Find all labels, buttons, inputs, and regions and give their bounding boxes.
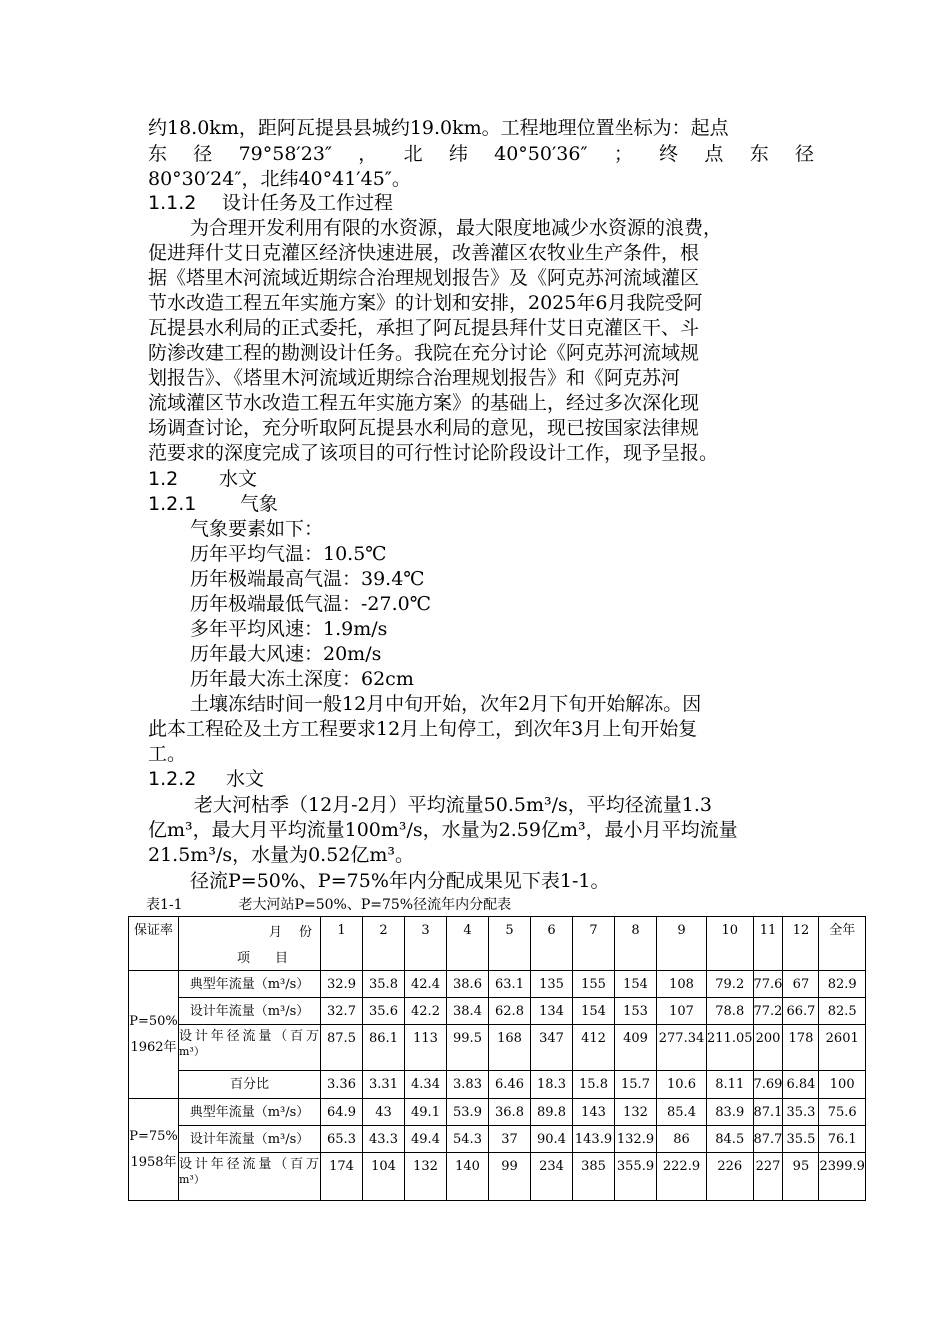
paragraph-line: 据《塔里木河流域近期综合治理规划报告》及《阿克苏河流域灌区 [148,267,700,289]
table-cell: 77.2 [753,998,783,1025]
table-cell: 79.2 [707,971,754,998]
table-cell: 49.1 [405,1099,447,1126]
weather-item: 多年平均风速：1.9m/s [190,618,388,640]
intro-word: 东 [148,143,168,165]
table-caption-number: 表1-1 [146,897,183,913]
row-item-label [179,1153,321,1201]
intro-word: 径 [193,143,213,165]
table-row [129,1153,866,1201]
intro-word: 79°58′23″ [238,143,333,165]
table-cell: 43 [363,1099,405,1126]
header-month-label: 月 份 [269,925,315,940]
table-cell: 134 [531,998,573,1025]
table-cell: 75.6 [819,1099,866,1126]
table-cell: 87.7 [753,1126,783,1153]
row-item-unit: m³） [179,1173,205,1186]
table-row [129,1126,866,1153]
table-cell: 15.7 [615,1071,657,1099]
table-cell: 409 [615,1025,657,1071]
table-cell: 86.1 [363,1025,405,1071]
table-cell: 35.6 [363,998,405,1025]
paragraph-line: 场调查讨论，充分听取阿瓦提县水利局的意见，现已按国家法律规 [148,417,700,439]
table-cell: 78.8 [707,998,754,1025]
table-row [129,1071,866,1099]
table-cell: 15.8 [573,1071,615,1099]
intro-line-2 [148,142,814,167]
table-cell: 132.9 [615,1126,657,1153]
intro-word: 40°50′36″ [494,143,588,165]
header-month: 9 [657,917,707,971]
table-row [129,998,866,1025]
intro-word: 径 [794,143,814,165]
intro-word: 点 [704,143,724,165]
table-cell: 86 [657,1126,707,1153]
table-cell: 135 [531,971,573,998]
intro-word: 北 [403,143,423,165]
row-item-label: 百分比 [179,1071,321,1099]
runoff-distribution-table [128,916,866,1201]
section-heading-1-2 [148,467,814,492]
table-cell: 355.9 [615,1153,657,1201]
table-cell: 54.3 [447,1126,489,1153]
paragraph-line: 土壤冻结时间一般12月中旬开始，次年2月下旬开始解冻。因 [190,693,702,715]
row-item-label: 典型年流量（m³/s） [179,1099,321,1126]
row-item-label [179,1025,321,1071]
table-cell: 99 [489,1153,531,1201]
table-cell: 84.5 [707,1126,754,1153]
section-title: 水文 [226,768,265,790]
header-month: 11 [753,917,783,971]
weather-item: 历年极端最低气温：-27.0℃ [190,593,431,615]
header-month: 8 [615,917,657,971]
table-cell: 385 [573,1153,615,1201]
table-cell: 87.1 [753,1099,783,1126]
header-month: 1 [321,917,363,971]
paragraph-line: 老大河枯季（12月-2月）平均流量50.5m³/s，平均径流量1.3 [194,794,712,816]
table-cell: 42.4 [405,971,447,998]
weather-item: 历年最大冻土深度：62cm [190,668,414,690]
table-cell: 62.8 [489,998,531,1025]
section-number: 1.2.2 [148,768,197,790]
table-cell: 83.9 [707,1099,754,1126]
section-title: 设计任务及工作过程 [222,192,394,214]
table-cell: 64.9 [321,1099,363,1126]
table-cell: 49.4 [405,1126,447,1153]
table-cell: 132 [405,1153,447,1201]
table-cell: 53.9 [447,1099,489,1126]
table-cell: 38.4 [447,998,489,1025]
table-row [129,1025,866,1071]
section-number: 1.1.2 [148,192,197,214]
table-cell: 38.6 [447,971,489,998]
table-cell: 143.9 [573,1126,615,1153]
table-cell: 2601 [819,1025,866,1071]
table-cell: 32.9 [321,971,363,998]
intro-word: 终 [659,143,679,165]
row-item-label: 设计年流量（m³/s） [179,998,321,1025]
table-cell: 37 [489,1126,531,1153]
table-cell: 82.5 [819,998,866,1025]
table-cell: 4.34 [405,1071,447,1099]
table-cell: 100 [819,1071,866,1099]
table-cell: 76.1 [819,1126,866,1153]
table-reference-line: 径流P=50%、P=75%年内分配成果见下表1-1。 [190,870,610,892]
row-item-label-text: 设计年径流量（百万 [179,1029,319,1044]
table-cell: 222.9 [657,1153,707,1201]
table-row [129,1099,866,1126]
table-cell: 104 [363,1153,405,1201]
table-cell: 99.5 [447,1025,489,1071]
table-cell: 95 [783,1153,819,1201]
group-label-line: 1962年 [130,1039,177,1055]
table-cell: 18.3 [531,1071,573,1099]
row-item-label: 典型年流量（m³/s） [179,971,321,998]
table-cell: 6.84 [783,1071,819,1099]
intro-line-3: 80°30′24″，北纬40°41′45″。 [148,168,411,190]
paragraph-line: 流域灌区节水改造工程五年实施方案》的基础上，经过多次深化现 [148,392,700,414]
table-cell: 2399.9 [819,1153,866,1201]
table-cell: 107 [657,998,707,1025]
table-cell: 85.4 [657,1099,707,1126]
header-month: 6 [531,917,573,971]
table-cell: 412 [573,1025,615,1071]
paragraph-line: 节水改造工程五年实施方案》的计划和安排，2025年6月我院受阿 [148,292,703,314]
table-cell: 168 [489,1025,531,1071]
header-month: 7 [573,917,615,971]
section-heading-1-2-2 [148,767,814,792]
group-label-p50 [129,971,179,1099]
table-cell: 90.4 [531,1126,573,1153]
table-cell: 32.7 [321,998,363,1025]
table-cell: 113 [405,1025,447,1071]
table-cell: 36.8 [489,1099,531,1126]
section-heading-1-1-2 [148,191,814,216]
intro-line-1: 约18.0km，距阿瓦提县县城约19.0km。工程地理位置坐标为：起点 [148,117,729,139]
table-caption-title: 老大河站P=50%、P=75%径流年内分配表 [238,897,512,913]
table-cell: 3.31 [363,1071,405,1099]
paragraph-line: 亿m³，最大月平均流量100m³/s，水量为2.59亿m³，最小月平均流量 [148,819,738,841]
table-cell: 174 [321,1153,363,1201]
header-item-label: 项 目 [237,951,295,966]
group-label-p75 [129,1099,179,1201]
table-cell: 200 [753,1025,783,1071]
section-title: 水文 [219,468,258,490]
section-title: 气象 [240,493,279,515]
table-header-row [129,917,866,971]
header-cell-guarantee [129,917,179,971]
table-cell: 63.1 [489,971,531,998]
table-cell: 77.6 [753,971,783,998]
intro-word: ， [358,143,378,165]
paragraph-line: 此本工程砼及土方工程要求12月上旬停工，到次年3月上旬开始复 [148,718,698,740]
table-cell: 89.8 [531,1099,573,1126]
table-cell: 67 [783,971,819,998]
row-item-label-text: 设计年径流量（百万 [179,1157,319,1172]
table-cell: 10.6 [657,1071,707,1099]
section-heading-1-2-1 [148,492,814,517]
group-label-line: P=50% [129,1013,178,1029]
row-item-unit: m³） [179,1045,205,1058]
table-cell: 7.69 [753,1071,783,1099]
table-cell: 178 [783,1025,819,1071]
table-cell: 143 [573,1099,615,1126]
table-cell: 3.36 [321,1071,363,1099]
paragraph-line: 瓦提县水利局的正式委托，承担了阿瓦提县拜什艾日克灌区干、斗 [148,317,700,339]
header-guarantee-label: 保证率 [133,923,173,938]
table-cell: 42.2 [405,998,447,1025]
header-month: 3 [405,917,447,971]
group-label-line: P=75% [129,1128,178,1144]
header-month-total: 全年 [819,917,866,971]
table-cell: 234 [531,1153,573,1201]
paragraph-line: 防渗改建工程的勘测设计任务。我院在充分讨论《阿克苏河流域规 [148,342,700,364]
table-cell: 87.5 [321,1025,363,1071]
paragraph-line: 范要求的深度完成了该项目的可行性讨论阶段设计工作，现予呈报。 [148,442,719,464]
weather-item: 历年最大风速：20m/s [190,643,382,665]
table-cell: 153 [615,998,657,1025]
paragraph-line: 为合理开发利用有限的水资源，最大限度地减少水资源的浪费， [190,217,723,239]
weather-lead: 气象要素如下： [190,518,324,540]
table-cell: 347 [531,1025,573,1071]
table-cell: 35.8 [363,971,405,998]
intro-word: 纬 [448,143,468,165]
table-cell: 154 [615,971,657,998]
header-cell-month-item [179,917,321,971]
paragraph-line: 21.5m³/s，水量为0.52亿m³。 [148,844,415,866]
row-item-label: 设计年流量（m³/s） [179,1126,321,1153]
table-cell: 155 [573,971,615,998]
intro-word: 东 [749,143,769,165]
section-number: 1.2 [148,468,179,490]
table-cell: 211.05 [707,1025,754,1071]
group-label-line: 1958年 [130,1154,177,1170]
table-cell: 226 [707,1153,754,1201]
table-cell: 140 [447,1153,489,1201]
table-cell: 6.46 [489,1071,531,1099]
paragraph-line: 促进拜什艾日克灌区经济快速进展，改善灌区农牧业生产条件，根 [148,242,700,264]
header-month: 5 [489,917,531,971]
table-cell: 227 [753,1153,783,1201]
header-month: 2 [363,917,405,971]
table-cell: 108 [657,971,707,998]
table-cell: 277.34 [657,1025,707,1071]
header-month: 12 [783,917,819,971]
table-cell: 66.7 [783,998,819,1025]
weather-item: 历年极端最高气温：39.4℃ [190,568,425,590]
header-month: 10 [707,917,754,971]
table-cell: 43.3 [363,1126,405,1153]
table-cell: 65.3 [321,1126,363,1153]
intro-word: ； [613,143,633,165]
weather-item: 历年平均气温：10.5℃ [190,543,387,565]
table-row [129,971,866,998]
section-number: 1.2.1 [148,493,197,515]
table-cell: 35.5 [783,1126,819,1153]
header-month: 4 [447,917,489,971]
table-cell: 82.9 [819,971,866,998]
table-cell: 132 [615,1099,657,1126]
table-cell: 35.3 [783,1099,819,1126]
table-cell: 8.11 [707,1071,754,1099]
table-cell: 3.83 [447,1071,489,1099]
table-caption [146,896,511,914]
table-cell: 154 [573,998,615,1025]
paragraph-line: 划报告》、《塔里木河流域近期综合治理规划报告》和《阿克苏河 [148,367,681,389]
paragraph-line: 工。 [148,743,187,765]
